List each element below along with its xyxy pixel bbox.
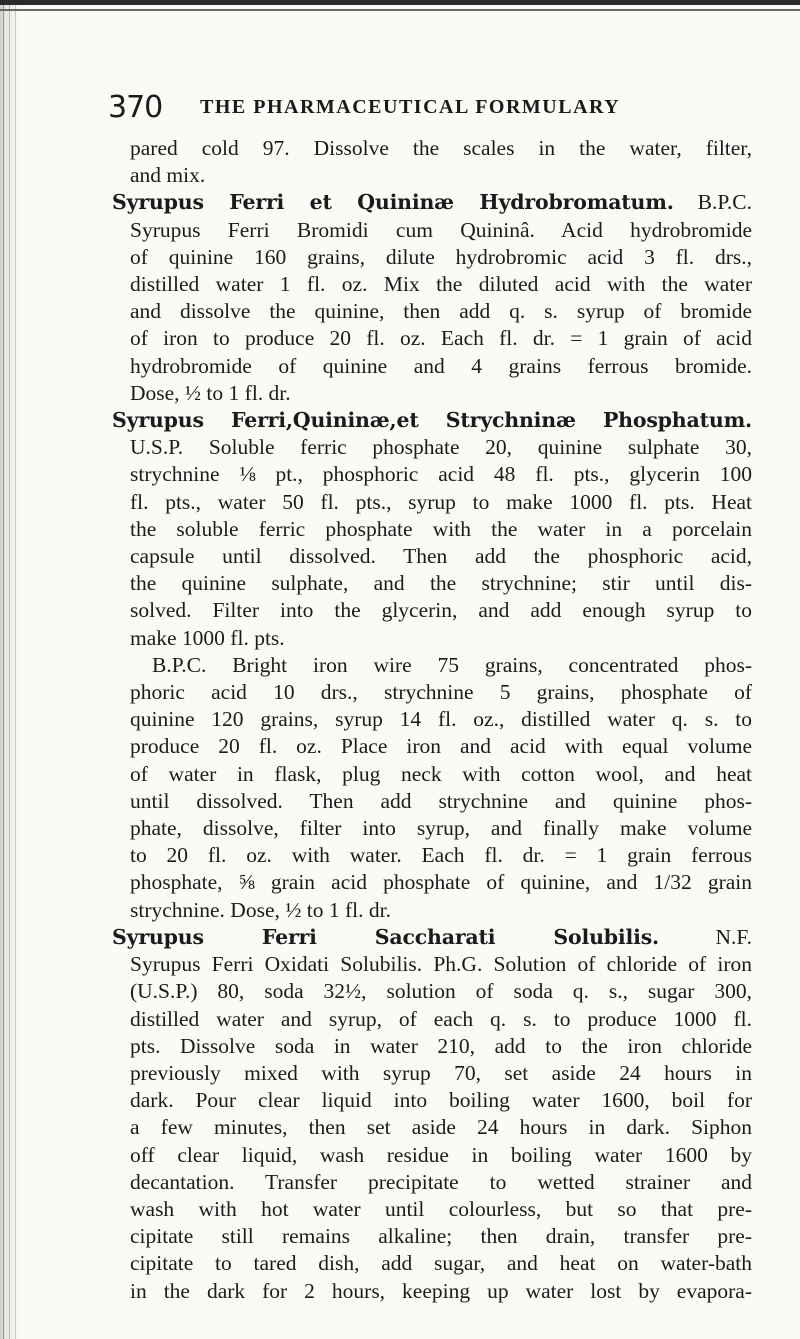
text-line: and mix.	[130, 163, 206, 188]
text-line: B.P.C. Bright iron wire 75 grains, concentrated phos-	[152, 652, 752, 677]
text-line: of water in flask, plug neck with cotton wool, and heat	[130, 761, 752, 786]
text-line: phosphate, ⅝ grain acid phosphate of quinine, and 1/32 grain	[130, 870, 752, 895]
text-line: wash with hot water until colourless, but so that pre-	[130, 1196, 752, 1221]
text-line: fl. pts., water 50 fl. pts., syrup to make 1000 fl. pts. Heat	[130, 489, 752, 514]
entry-heading: Syrupus Ferri et Quininæ Hydrobromatum.	[112, 190, 674, 215]
entry-syrupus-ferri-quininae-strychninae	[112, 407, 752, 924]
text-line: quinine 120 grains, syrup 14 fl. oz., distilled water q. s. to	[130, 707, 752, 732]
body-text	[112, 135, 752, 1305]
entry-syrupus-ferri-quininae-hydrobromatum	[112, 189, 752, 407]
text-line: distilled water and syrup, of each q. s. to produce 1000 fl.	[130, 1006, 752, 1031]
text-line: distilled water 1 fl. oz. Mix the diluted acid with the water	[130, 272, 752, 297]
text-line: pts. Dissolve soda in water 210, add to the iron chloride	[130, 1033, 752, 1058]
text-line: and dissolve the quinine, then add q. s. syrup of bromide	[130, 299, 752, 324]
text-line: decantation. Transfer precipitate to wetted strainer and	[130, 1169, 752, 1194]
text-line: strychnine ⅛ pt., phosphoric acid 48 fl. pts., glycerin 100	[130, 462, 752, 487]
text-line: until dissolved. Then add strychnine and quinine phos-	[130, 788, 752, 813]
text-line: solved. Filter into the glycerin, and add enough syrup to	[130, 598, 752, 623]
text-line: strychnine. Dose, ½ to 1 fl. dr.	[130, 897, 391, 922]
text-line: Dose, ½ to 1 fl. dr.	[130, 380, 291, 405]
text-line: a few minutes, then set aside 24 hours in dark. Siphon	[130, 1115, 752, 1140]
text-line: hydrobromide of quinine and 4 grains ferrous bromide.	[130, 353, 752, 378]
text-line: dark. Pour clear liquid into boiling water 1600, boil for	[130, 1088, 752, 1113]
entry-heading-line	[112, 189, 752, 216]
text-line: produce 20 fl. oz. Place iron and acid with equal volume	[130, 734, 752, 759]
top-edge-rule-thin	[0, 9, 800, 11]
text-line: cipitate still remains alkaline; then drain, transfer pre-	[130, 1224, 752, 1249]
text-line: to 20 fl. oz. with water. Each fl. dr. = 1 grain ferrous	[130, 843, 752, 868]
text-line: (U.S.P.) 80, soda 32½, solution of soda q. s., sugar 300,	[130, 979, 752, 1004]
spine-line	[3, 0, 4, 1339]
text-line: of iron to produce 20 fl. oz. Each fl. dr. = 1 grain of acid	[130, 326, 752, 351]
text-line: U.S.P. Soluble ferric phosphate 20, quinine sulphate 30,	[130, 435, 752, 460]
top-edge-rule	[0, 0, 800, 5]
entry-heading: Syrupus Ferri Saccharati Solubilis.	[112, 924, 659, 949]
text-line: off clear liquid, wash residue in boiling water 1600 by	[130, 1142, 752, 1167]
entry-authority: N.F.	[715, 924, 752, 949]
spine-line	[9, 0, 10, 1339]
page-header	[108, 90, 748, 126]
entry-heading-line	[112, 924, 752, 951]
text-line: capsule until dissolved. Then add the phosphoric acid,	[130, 544, 752, 569]
text-line: make 1000 fl. pts.	[130, 625, 285, 650]
text-line: Syrupus Ferri Oxidati Solubilis. Ph.G. Solution of chloride of iron	[130, 952, 752, 977]
entry-authority: B.P.C.	[697, 190, 752, 215]
text-line: pared cold 97. Dissolve the scales in the water, filter,	[130, 136, 752, 160]
page-number: 370	[108, 90, 163, 125]
text-line: cipitate to tared dish, add sugar, and heat on water-bath	[130, 1251, 752, 1276]
text-line: in the dark for 2 hours, keeping up water lost by evapora-	[130, 1278, 752, 1303]
intro-paragraph	[130, 135, 752, 189]
text-line: phate, dissolve, filter into syrup, and finally make volume	[130, 816, 752, 841]
entry-syrupus-ferri-saccharati-solubilis	[112, 924, 752, 1305]
running-head: THE PHARMACEUTICAL FORMULARY	[200, 96, 621, 118]
text-line: of quinine 160 grains, dilute hydrobromic acid 3 fl. drs.,	[130, 244, 752, 269]
entry-heading-line	[112, 407, 752, 434]
entry-heading: Syrupus Ferri,Quininæ,et Strychninæ Phosphatum.	[112, 408, 752, 433]
text-line: the quinine sulphate, and the strychnine; stir until dis-	[130, 571, 752, 596]
text-line: the soluble ferric phosphate with the water in a porcelain	[130, 516, 752, 541]
text-line: Syrupus Ferri Bromidi cum Quininâ. Acid hydrobromide	[130, 217, 752, 242]
text-line: previously mixed with syrup 70, set aside 24 hours in	[130, 1060, 752, 1085]
text-line: phoric acid 10 drs., strychnine 5 grains, phosphate of	[130, 680, 752, 705]
spine-line	[15, 0, 16, 1339]
